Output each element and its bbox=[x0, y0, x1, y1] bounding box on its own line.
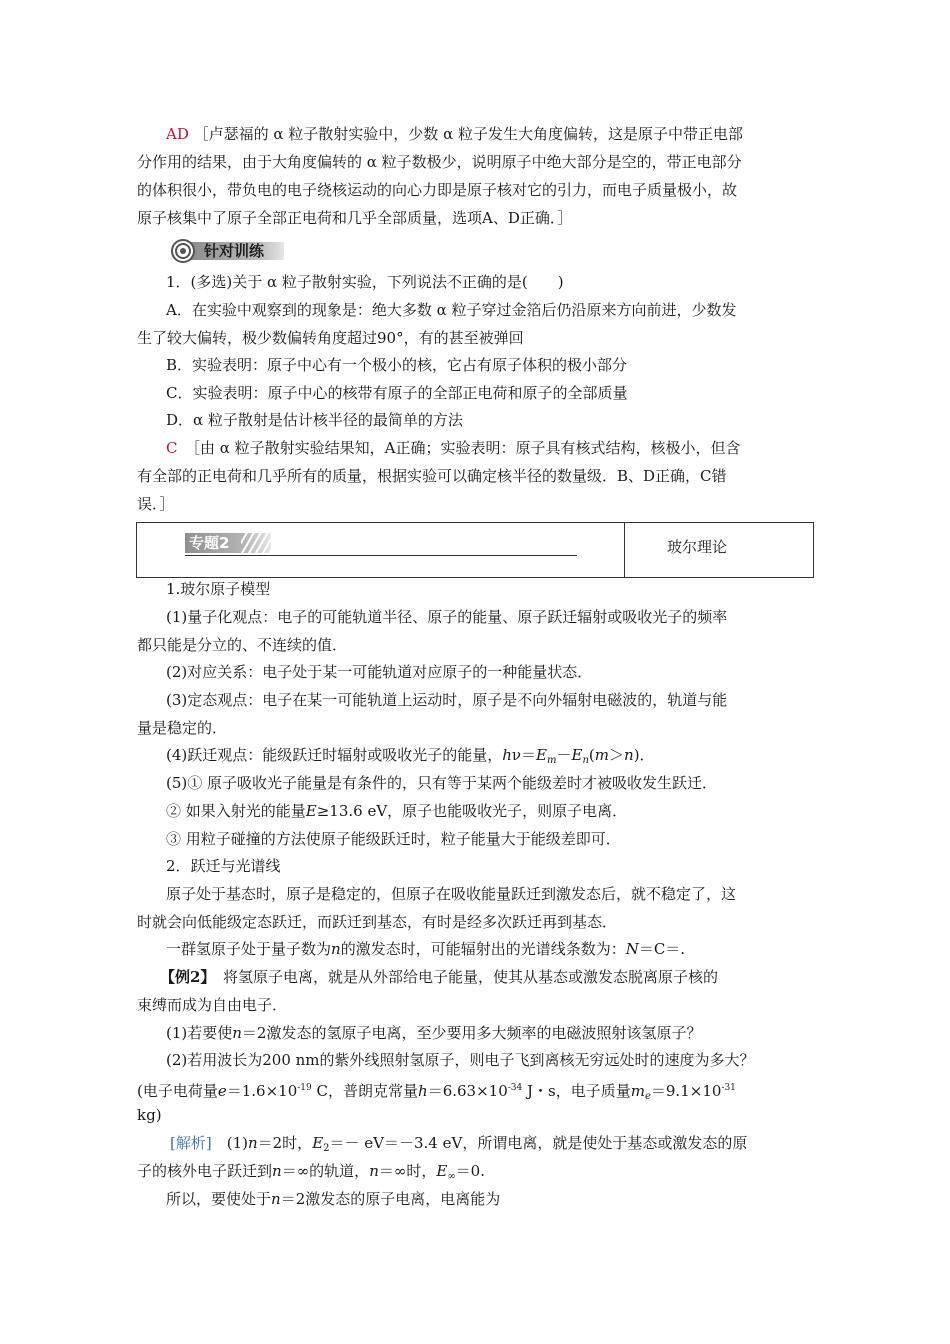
answer-line-1 bbox=[166, 124, 743, 144]
example-line-1 bbox=[160, 967, 718, 987]
table-divider bbox=[624, 523, 625, 577]
sol-8: ＝2激发态的原子电离，电离能为 bbox=[280, 1190, 501, 1208]
s1-p1-line-2: 都只能是分立的、不连续的值． bbox=[137, 636, 348, 654]
example-constants: (电子电荷量$e=1.6\times 10^{-19}$ C，普朗克常量$h=6.63\times 10^{-34}$ J・s，电子质量$m_e=9.1\times 10^{-31}$ bbox=[137, 1082, 736, 1102]
s2-p1-line-1: 原子处于基态时，原子是稳定的，但原子在吸收能量跃迁到激发态后，就不稳定了，这 bbox=[166, 885, 737, 903]
s1-p6: ② 如果入射光的能量E≥13.6 eV，原子也能吸收光子，则原子电离． bbox=[166, 802, 628, 820]
sol-7: 所以，要使处于 bbox=[166, 1190, 272, 1208]
answer-label: AD bbox=[166, 125, 189, 143]
explanation-line-2: 分作用的结果，由于大角度偏转的 α 粒子数极少，说明原子中绝大部分是空的，带正电部分 bbox=[137, 153, 742, 171]
s2-p2-text-b: 的激发态时，可能辐射出的光谱线条数为： bbox=[340, 940, 626, 958]
const-5: J・s，电子质量 bbox=[522, 1082, 631, 1100]
q1-answer-line-3: 误．］ bbox=[137, 495, 175, 513]
training-badge bbox=[170, 238, 285, 262]
s1-p5: (5)① 原子吸收光子能量是有条件的，只有等于某两个能级差时才被吸收发生跃迁． bbox=[166, 774, 718, 792]
example-text: 将氢原子电离，就是从外部给电子能量，使其从基态或激发态脱离原子核的 bbox=[207, 968, 718, 986]
sol-6: ＝0. bbox=[455, 1162, 485, 1180]
sol-5: ＝∞时， bbox=[378, 1162, 437, 1180]
section1-heading: 1.玻尔原子模型 bbox=[166, 580, 271, 598]
s2-p2: 一群氢原子处于量子数为n的激发态时，可能辐射出的光谱线条数为：N＝C＝. bbox=[166, 940, 686, 958]
sol-1: ＝2时， bbox=[257, 1134, 313, 1152]
option-a-line-2: 生了较大偏转，极少数偏转角度超过90°，有的甚至被弹回 bbox=[137, 329, 524, 347]
example-label: 【例2】 bbox=[160, 968, 208, 986]
exp-1: -19 bbox=[297, 1083, 312, 1093]
s1-p6-text-b: ≥13.6 eV，原子也能吸收光子，则原子电离． bbox=[316, 802, 628, 820]
s2-p2-text-a: 一群氢原子处于量子数为 bbox=[166, 940, 332, 958]
s1-p3-line-2: 量是稳定的． bbox=[137, 719, 228, 737]
section2-heading: 2．跃迁与光谱线 bbox=[166, 857, 281, 875]
option-d: D．α 粒子散射是估计核半径的最简单的方法 bbox=[166, 411, 463, 429]
s1-p3-line-1: (3)定态观点：电子在某一可能轨道上运动时，原子是不向外辐射电磁波的，轨道与能 bbox=[166, 691, 728, 709]
badge-text: 针对训练 bbox=[204, 242, 265, 260]
exp-3: -31 bbox=[721, 1083, 736, 1093]
const-4: ＝6.63×10 bbox=[427, 1082, 508, 1100]
q1-answer-line-1 bbox=[166, 438, 741, 458]
solution-line-1: [解析] (1)n＝2时，$E_2=- eV=-3.4$ eV，所谓电离，就是使处于基态或激发态的原 bbox=[170, 1134, 748, 1154]
example-q1-text: ＝2激发态的氢原子电离，至少要用多大频率的电磁波照射该氢原子？ bbox=[241, 1024, 702, 1042]
explanation-text: ［卢瑟福的 α 粒子散射实验中，少数 α 粒子发生大角度偏转，这是原子中带正电部 bbox=[193, 125, 743, 143]
example-q1: (1)若要使n＝2激发态的氢原子电离，至少要用多大频率的电磁波照射该氢原子？ bbox=[166, 1024, 702, 1042]
q1-answer-label: C bbox=[166, 439, 178, 457]
solution-line-3: 所以，要使处于n＝2激发态的原子电离，电离能为 bbox=[166, 1190, 501, 1208]
exp-2: -34 bbox=[507, 1083, 523, 1093]
target-icon bbox=[170, 238, 196, 264]
example-line-2: 束缚而成为自由电子． bbox=[137, 996, 288, 1014]
const-2: ＝1.6×10 bbox=[226, 1082, 298, 1100]
const-3: C，普朗克常量 bbox=[311, 1082, 419, 1100]
sol-3: 子的核外电子跃迁到 bbox=[137, 1162, 273, 1180]
solution-line-2: 子的核外电子跃迁到n＝∞的轨道，n＝∞时，$E_\infty=0$. bbox=[137, 1162, 485, 1182]
option-c: C．实验表明：原子中心的核带有原子的全部正电荷和原子的全部质量 bbox=[166, 384, 628, 402]
question-stem: 1．(多选)关于 α 粒子散射实验，下列说法不正确的是( ) bbox=[166, 273, 564, 291]
topic-rule bbox=[185, 555, 577, 556]
topic-title: 玻尔理论 bbox=[667, 538, 728, 556]
s1-p1-line-1: (1)量子化观点：电子的可能轨道半径、原子的能量、原子跃迁辐射或吸收光子的频率 bbox=[166, 608, 728, 626]
topic-tag bbox=[185, 533, 577, 557]
solution-label: [解析] bbox=[170, 1134, 212, 1152]
s1-p6-text-a: ② 如果入射光的能量 bbox=[166, 802, 306, 820]
option-b: B．实验表明：原子中心有一个极小的核，它占有原子体积的极小部分 bbox=[166, 356, 628, 374]
s2-p1-line-2: 时就会向低能级定态跃迁，而跃迁到基态，有时是经多次跃迁再到基态． bbox=[137, 913, 618, 931]
topic-table bbox=[136, 522, 814, 578]
const-6: ＝9.1×10 bbox=[650, 1082, 722, 1100]
example-constants-end: kg) bbox=[137, 1106, 162, 1124]
s1-p2: (2)对应关系：电子处于某一可能轨道对应原子的一种能量状态． bbox=[166, 663, 593, 681]
example-q2: (2)若用波长为200 nm的紫外线照射氢原子，则电子飞到离核无穷远处时的速度为多大？ bbox=[166, 1051, 755, 1069]
s1-p4: (4)跃迁观点：能级跃迁时辐射或吸收光子的能量，$h\nu=E_m-E_n(m>n)$． bbox=[166, 746, 655, 766]
topic-tag-text: 专题2 bbox=[189, 534, 230, 552]
s1-p4-text: (4)跃迁观点：能级跃迁时辐射或吸收光子的能量， bbox=[166, 746, 503, 764]
explanation-line-4: 原子核集中了原子全部正电荷和几乎全部质量，选项A、D正确．］ bbox=[137, 209, 573, 227]
const-1: (电子电荷量 bbox=[137, 1082, 218, 1100]
sol-2: ＝－ eV＝－3.4 eV，所谓电离，就是使处于基态或激发态的原 bbox=[329, 1134, 748, 1152]
s1-p7: ③ 用粒子碰撞的方法使原子能级跃迁时，粒子能量大于能级差即可． bbox=[166, 830, 621, 848]
q1-answer-line-2: 有全部的正电荷和几乎所有的质量，根据实验可以确定核半径的数量级．B、D正确，C错 bbox=[137, 467, 727, 485]
option-a-line-1: A．在实验中观察到的现象是：绝大多数 α 粒子穿过金箔后仍沿原来方向前进，少数发 bbox=[166, 301, 737, 319]
topic-tag-stripes bbox=[241, 533, 271, 553]
explanation-line-3: 的体积很小，带负电的电子绕核运动的向心力即是原子核对它的引力，而电子质量极小，故 bbox=[137, 181, 738, 199]
s2-p2-text-c: ＝C＝. bbox=[638, 940, 686, 958]
q1-explanation: ［由 α 粒子散射实验结果知，A正确；实验表明：原子具有核式结构，核极小，但含 bbox=[192, 439, 741, 457]
sol-4: ＝∞的轨道， bbox=[281, 1162, 370, 1180]
